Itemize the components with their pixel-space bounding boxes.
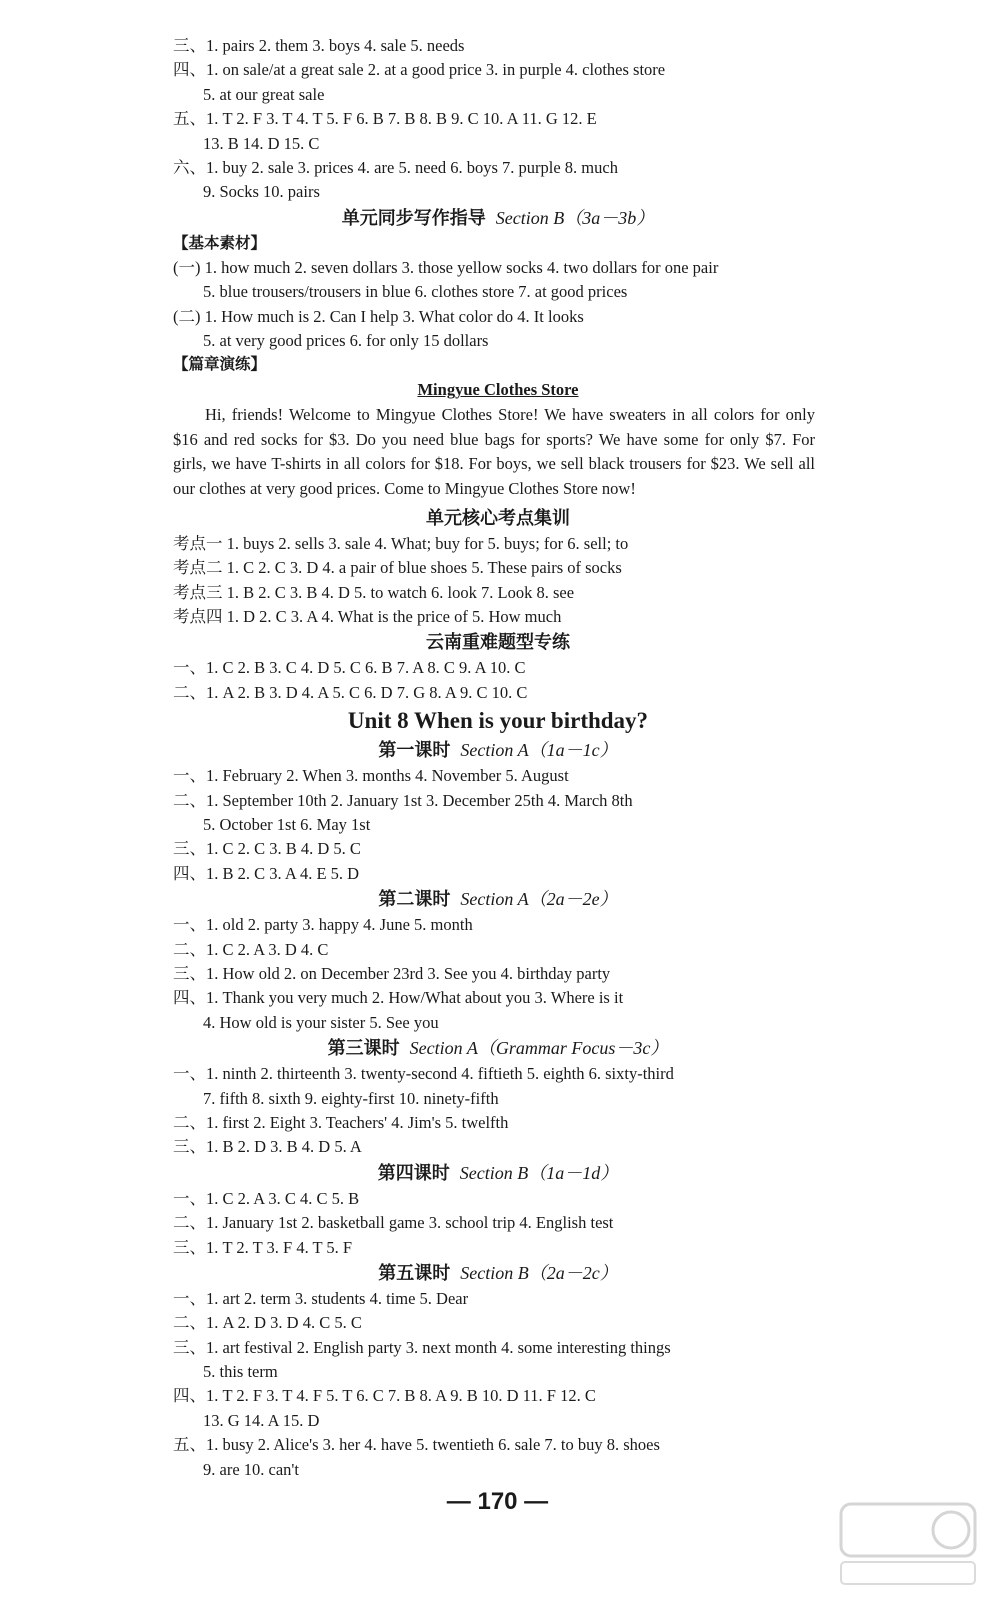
answer-line: 13. B 14. D 15. C	[203, 133, 320, 153]
lesson-answer-line: 三、1. art festival 2. English party 3. next month 4. some interesting things	[173, 1337, 671, 1357]
material-line: (二) 1. How much is 2. Can I help 3. What color do 4. It looks	[173, 306, 584, 326]
lesson-answer-line: 一、1. C 2. A 3. C 4. C 5. B	[173, 1188, 360, 1208]
lesson-title: 第二课时	[378, 889, 451, 910]
lesson-answer-line: 五、1. busy 2. Alice's 3. her 4. have 5. twentieth 6. sale 7. to buy 8. shoes	[173, 1435, 660, 1455]
essay-paragraph: Hi, friends! Welcome to Mingyue Clothes Store! We have sweaters in all colors for only $16 and red socks for $3. Do you need blue bags for sports? We have some for only $7. For girls, we have T-shirts in all colors for $18. For boys, we sell black trousers for $23. We sell all our clothes at very good prices. Come to Mingyue Clothes Store now!	[173, 405, 815, 498]
lesson-heading	[173, 886, 823, 913]
core-line: 考点四 1. D 2. C 3. A 4. What is the price of 5. How much	[173, 607, 562, 627]
core-line: 考点一 1. buys 2. sells 3. sale 4. What; buy for 5. buys; for 6. sell; to	[173, 533, 629, 553]
core-line: 考点三 1. B 2. C 3. B 4. D 5. to watch 6. look 7. Look 8. see	[173, 582, 575, 602]
lesson-answer-line: 二、1. September 10th 2. January 1st 3. December 25th 4. March 8th	[173, 790, 633, 810]
lesson-answer-line: 13. G 14. A 15. D	[203, 1410, 320, 1430]
lesson-section: Section B（1a－1d）	[459, 1162, 619, 1183]
lesson-answer-line: 四、1. Thank you very much 2. How/What about you 3. Where is it	[173, 988, 624, 1008]
lesson-heading	[173, 1260, 823, 1287]
yunnan-line: 二、1. A 2. B 3. D 4. A 5. C 6. D 7. G 8. A 9. C 10. C	[173, 682, 528, 702]
lesson-title: 第一课时	[378, 740, 451, 761]
lesson-answer-line: 三、1. T 2. T 3. F 4. T 5. F	[173, 1237, 353, 1257]
answer-line: 三、1. pairs 2. them 3. boys 4. sale 5. needs	[173, 36, 465, 55]
lesson-heading	[173, 1035, 823, 1062]
lesson-answer-line: 二、1. A 2. D 3. D 4. C 5. C	[173, 1313, 362, 1333]
lesson-answer-line: 四、1. T 2. F 3. T 4. F 5. T 6. C 7. B 8. A 9. B 10. D 11. F 12. C	[173, 1386, 596, 1406]
answer-line: 五、1. T 2. F 3. T 4. T 5. F 6. B 7. B 8. B 9. C 10. A 11. G 12. E	[173, 109, 597, 129]
lesson-heading	[173, 737, 823, 764]
lesson-title: 第三课时	[327, 1038, 400, 1059]
material-line: 5. blue trousers/trousers in blue 6. clothes store 7. at good prices	[203, 282, 628, 302]
yunnan-heading: 云南重难题型专练	[426, 632, 570, 653]
lesson-answer-line: 四、1. B 2. C 3. A 4. E 5. D	[173, 863, 360, 883]
writing-section: Section B（3a－3b）	[495, 207, 655, 228]
answer-line: 9. Socks 10. pairs	[203, 182, 320, 202]
writing-title: 单元同步写作指导	[341, 207, 486, 228]
answer-line: 六、1. buy 2. sale 3. prices 4. are 5. need 6. boys 7. purple 8. much	[173, 157, 618, 177]
lesson-answer-line: 4. How old is your sister 5. See you	[203, 1012, 439, 1032]
material-line: 5. at very good prices 6. for only 15 dollars	[203, 330, 489, 350]
lesson-section: Section A（2a－2e）	[460, 889, 618, 910]
lesson-answer-line: 三、1. C 2. C 3. B 4. D 5. C	[173, 839, 361, 859]
lesson-section: Section A（1a－1c）	[460, 740, 618, 761]
lesson-answer-line: 5. October 1st 6. May 1st	[203, 815, 371, 835]
lesson-title: 第五课时	[378, 1262, 451, 1283]
watermark-logo	[833, 1500, 983, 1590]
lesson-title: 第四课时	[377, 1162, 450, 1183]
lesson-answer-line: 一、1. old 2. party 3. happy 4. June 5. month	[173, 915, 473, 935]
material-line: (一) 1. how much 2. seven dollars 3. those yellow socks 4. two dollars for one pair	[173, 257, 719, 277]
lesson-answer-line: 三、1. B 2. D 3. B 4. D 5. A	[173, 1137, 362, 1157]
practice-label: 【篇章演练】	[173, 356, 267, 374]
lesson-section: Section A（Grammar Focus－3c）	[409, 1038, 669, 1059]
lesson-answer-line: 一、1. art 2. term 3. students 4. time 5. Dear	[173, 1288, 469, 1308]
lesson-answer-line: 三、1. How old 2. on December 23rd 3. See you 4. birthday party	[173, 964, 611, 983]
lessons-container	[173, 737, 823, 1482]
lesson-answer-line: 7. fifth 8. sixth 9. eighty-first 10. ninety-fifth	[203, 1088, 499, 1108]
answer-column	[173, 34, 823, 1482]
lesson-answer-line: 一、1. February 2. When 3. months 4. November 5. August	[173, 766, 569, 786]
core-line: 考点二 1. C 2. C 3. D 4. a pair of blue shoes 5. These pairs of socks	[173, 558, 622, 578]
material-label: 【基本素材】	[173, 234, 267, 252]
answer-line: 四、1. on sale/at a great sale 2. at a good price 3. in purple 4. clothes store	[173, 60, 666, 80]
lesson-answer-line: 9. are 10. can't	[203, 1459, 299, 1479]
lesson-answer-line: 5. this term	[203, 1362, 278, 1382]
writing-heading	[173, 205, 823, 232]
lesson-answer-line: 一、1. ninth 2. thirteenth 3. twenty-second 4. fiftieth 5. eighth 6. sixty-third	[173, 1064, 674, 1084]
core-heading: 单元核心考点集训	[426, 507, 570, 528]
lesson-heading	[173, 1160, 823, 1187]
lesson-answer-line: 二、1. C 2. A 3. D 4. C	[173, 939, 329, 959]
unit-heading: Unit 8 When is your birthday?	[347, 708, 649, 734]
lesson-section: Section B（2a－2c）	[460, 1262, 618, 1283]
page-number: — 170 —	[446, 1488, 549, 1515]
lesson-answer-line: 二、1. January 1st 2. basketball game 3. school trip 4. English test	[173, 1213, 614, 1233]
lesson-answer-line: 二、1. first 2. Eight 3. Teachers' 4. Jim's 5. twelfth	[173, 1112, 509, 1132]
answer-line: 5. at our great sale	[203, 84, 325, 104]
essay-title: Mingyue Clothes Store	[417, 380, 579, 400]
yunnan-line: 一、1. C 2. B 3. C 4. D 5. C 6. B 7. A 8. C 9. A 10. C	[173, 658, 526, 678]
